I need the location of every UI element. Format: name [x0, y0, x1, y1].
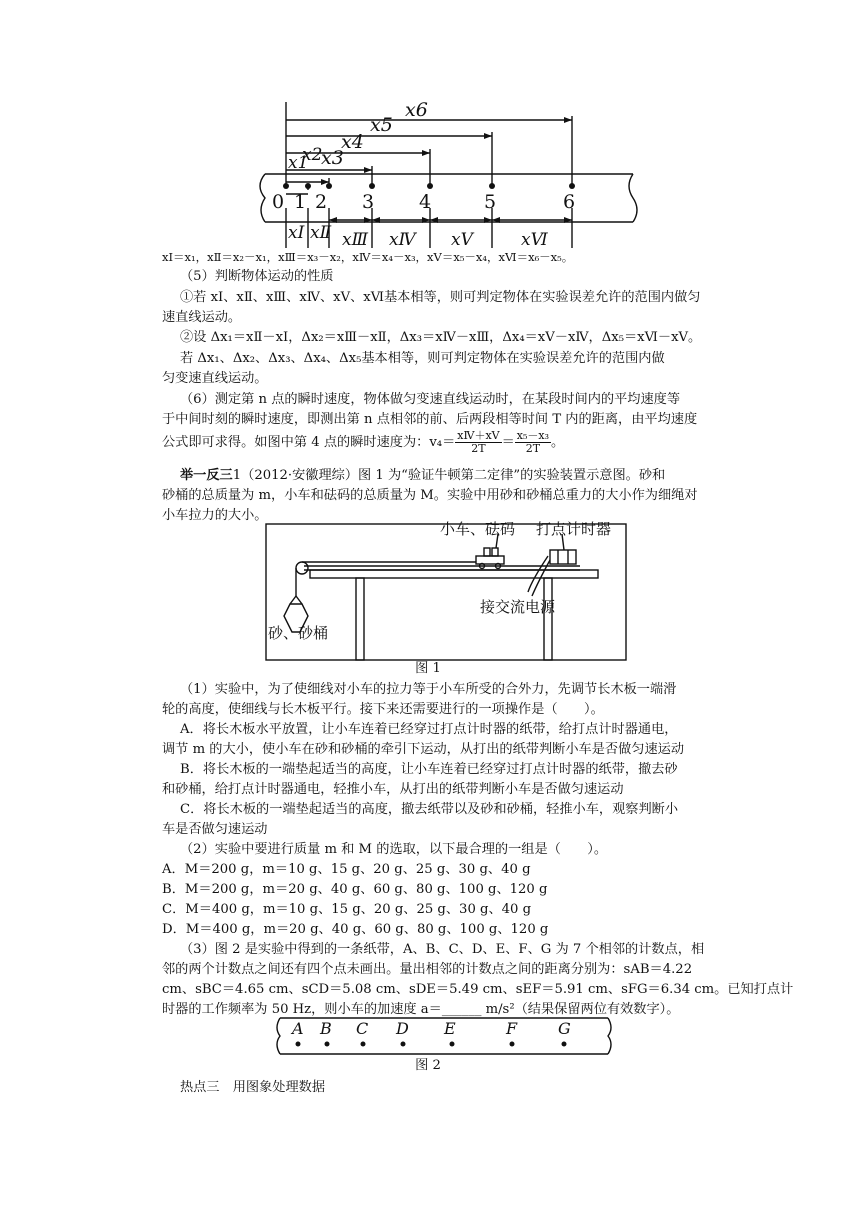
label-x2: x2	[302, 145, 323, 165]
fraction-1-denominator: 2T	[471, 442, 486, 455]
step-6-line3	[162, 428, 722, 458]
step-5-heading: （5）判断物体运动的性质	[180, 269, 334, 284]
step-5c-line2: 匀变速直线运动。	[162, 371, 268, 386]
q1-option-a-line2: 调节 m 的大小，使小车在砂和砂桶的牵引下运动，从打出的纸带判断小车是否做匀速运动	[162, 742, 685, 757]
label-x3: x3	[321, 147, 344, 169]
label-cart: 小车、砝码	[440, 520, 516, 538]
tape-dot	[369, 183, 375, 189]
step-6-line3-text: 公式即可求得。如图中第 4 点的瞬时速度为：v₄＝	[162, 435, 456, 450]
question-intro-line2: 砂桶的总质量为 m，小车和砝码的总质量为 M。实验中用砂和砂桶总重力的大小作为细绳对	[162, 488, 698, 503]
point-label-5: 5	[484, 191, 497, 213]
equals-sign: ＝	[501, 435, 515, 450]
question-title: 举一反三	[180, 468, 233, 483]
fig2-label-e: E	[444, 1019, 456, 1038]
fig2-dot-e	[450, 1042, 455, 1047]
step-5a-line2: 速直线运动。	[162, 310, 242, 325]
period: 。	[551, 435, 565, 450]
segment-label-1: xⅠ	[288, 223, 305, 243]
figure-2-caption: 图 2	[415, 1058, 441, 1073]
hotspot-heading: 热点三 用图象处理数据	[180, 1080, 326, 1095]
fig2-dot-g	[562, 1042, 567, 1047]
q2-option-c: C．M＝400 g，m＝10 g、15 g、20 g、25 g、30 g、40 g	[162, 902, 532, 917]
fraction-2-denominator: 2T	[525, 442, 541, 455]
step-6-line2: 于中间时刻的瞬时速度，即测出第 n 点相邻的前、后两段相等时间 T 内的距离，由平均速度	[162, 412, 698, 427]
fig2-label-f: F	[506, 1019, 518, 1038]
label-sand: 砂、砂桶	[268, 624, 329, 642]
fig2-label-c: C	[356, 1019, 369, 1038]
fig2-dot-b	[325, 1042, 330, 1047]
q2-stem: （2）实验中要进行质量 m 和 M 的选取，以下最合理的一组是（ ）。	[180, 842, 608, 857]
label-x5: x5	[370, 114, 393, 136]
q1-option-b-line2: 和砂桶，给打点计时器通电，轻推小车，从打出的纸带判断小车是否做匀速运动	[162, 782, 624, 797]
segment-label-3: xⅢ	[342, 230, 368, 250]
fig2-dot-a	[296, 1042, 301, 1047]
tape-figure	[255, 98, 640, 260]
q3-line4: 时器的工作频率为 50 Hz，则小车的加速度 a＝______ m/s²（结果保留两位有效数字）。	[162, 1002, 680, 1017]
tape-dot	[427, 183, 433, 189]
q1-option-a-line1: A．将长木板水平放置，让小车连着已经穿过打点计时器的纸带，给打点计时器通电，	[180, 722, 678, 737]
tape-dot	[489, 183, 495, 189]
q1-option-b-line1: B．将长木板的一端垫起适当的高度，让小车连着已经穿过打点计时器的纸带，撤去砂	[180, 762, 678, 777]
figure-1-caption: 图 1	[415, 661, 441, 676]
q2-option-b: B．M＝200 g，m＝20 g、40 g、60 g、80 g、100 g、120 g	[162, 882, 548, 897]
point-label-0: 0	[272, 191, 285, 213]
question-intro-line3: 小车拉力的大小。	[162, 508, 268, 523]
label-x4: x4	[341, 131, 364, 153]
point-label-1: 1	[294, 191, 307, 213]
tape-dot	[305, 183, 311, 189]
step-5c-line1: 若 Δx₁、Δx₂、Δx₃、Δx₄、Δx₅基本相等，则可判定物体在实验误差允许的范围内做	[180, 351, 665, 366]
q3-line2: 邻的两个计数点之间还有四个点未画出。量出相邻的计数点之间的距离分别为：sAB＝4.22	[162, 962, 693, 977]
apparatus-figure	[262, 520, 632, 665]
fig2-label-b: B	[320, 1019, 332, 1038]
point-label-3: 3	[362, 191, 375, 213]
fraction-2	[515, 430, 551, 455]
question-intro-text: 1（2012·安徽理综）图 1 为“验证牛顿第二定律”的实验装置示意图。砂和	[232, 468, 666, 483]
label-timer: 打点计时器	[536, 520, 612, 538]
fig2-label-g: G	[558, 1019, 571, 1038]
tape-dot	[283, 183, 289, 189]
fig2-dot-c	[361, 1042, 366, 1047]
segment-label-5: xⅤ	[451, 230, 473, 250]
segment-label-2: xⅡ	[310, 223, 332, 243]
point-label-2: 2	[315, 191, 328, 213]
fraction-1-numerator: xⅣ＋xⅤ	[457, 429, 500, 442]
label-power: 接交流电源	[480, 598, 556, 616]
tape-dot	[569, 183, 575, 189]
segment-formula: xⅠ＝x₁，xⅡ＝x₂－x₁，xⅢ＝x₃－x₂，xⅣ＝x₄－x₃，xⅤ＝x₅－x₄，xⅥ＝x₆－x₅。	[162, 250, 574, 264]
step-6-line1: （6）测定第 n 点的瞬时速度，物体做匀变速直线运动时，在某段时间内的平均速度等	[180, 392, 681, 407]
q1-option-c-line2: 车是否做匀速运动	[162, 822, 268, 837]
q1-option-c-line1: C．将长木板的一端垫起适当的高度，撤去纸带以及砂和砂桶，轻推小车，观察判断小	[180, 802, 679, 817]
q3-line3: cm、sBC＝4.65 cm、sCD＝5.08 cm、sDE＝5.49 cm、sEF＝5.91 cm、sFG＝6.34 cm。已知打点计	[162, 982, 794, 997]
q3-line1: （3）图 2 是实验中得到的一条纸带，A、B、C、D、E、F、G 为 7 个相邻的计数点，相	[180, 942, 705, 957]
fig2-dot-d	[401, 1042, 406, 1047]
segment-label-6: xⅥ	[521, 230, 548, 250]
question-intro-line1	[180, 466, 740, 486]
step-5a-line1: ①若 xⅠ、xⅡ、xⅢ、xⅣ、xⅤ、xⅥ基本相等，则可判定物体在实验误差允许的范围内做匀	[180, 290, 701, 305]
point-label-4: 4	[419, 191, 432, 213]
fig2-label-d: D	[396, 1019, 409, 1038]
tape-figure-2	[272, 1014, 616, 1056]
label-x1: x1	[288, 153, 309, 173]
label-x6: x6	[405, 99, 428, 121]
q2-option-a: A．M＝200 g，m＝10 g、15 g、20 g、25 g、30 g、40 g	[162, 862, 531, 877]
segment-label-4: xⅣ	[389, 230, 416, 250]
point-label-6: 6	[563, 191, 576, 213]
fraction-1	[455, 430, 501, 455]
fraction-2-numerator: x₅－x₃	[516, 429, 550, 442]
tape-dot	[326, 183, 332, 189]
q2-option-d: D．M＝400 g，m＝20 g、40 g、60 g、80 g、100 g、120 g	[162, 922, 549, 937]
q1-line1: （1）实验中，为了使细线对小车的拉力等于小车所受的合外力，先调节长木板一端滑	[180, 682, 677, 697]
fig2-label-a: A	[292, 1019, 304, 1038]
fig2-dot-f	[510, 1042, 515, 1047]
q1-line2: 轮的高度，使细线与长木板平行。接下来还需要进行的一项操作是（ ）。	[162, 702, 604, 717]
step-5b: ②设 Δx₁＝xⅡ－xⅠ，Δx₂＝xⅢ－xⅡ，Δx₃＝xⅣ－xⅢ，Δx₄＝xⅤ－xⅣ，Δx₅＝xⅥ－xⅤ。	[180, 330, 702, 345]
